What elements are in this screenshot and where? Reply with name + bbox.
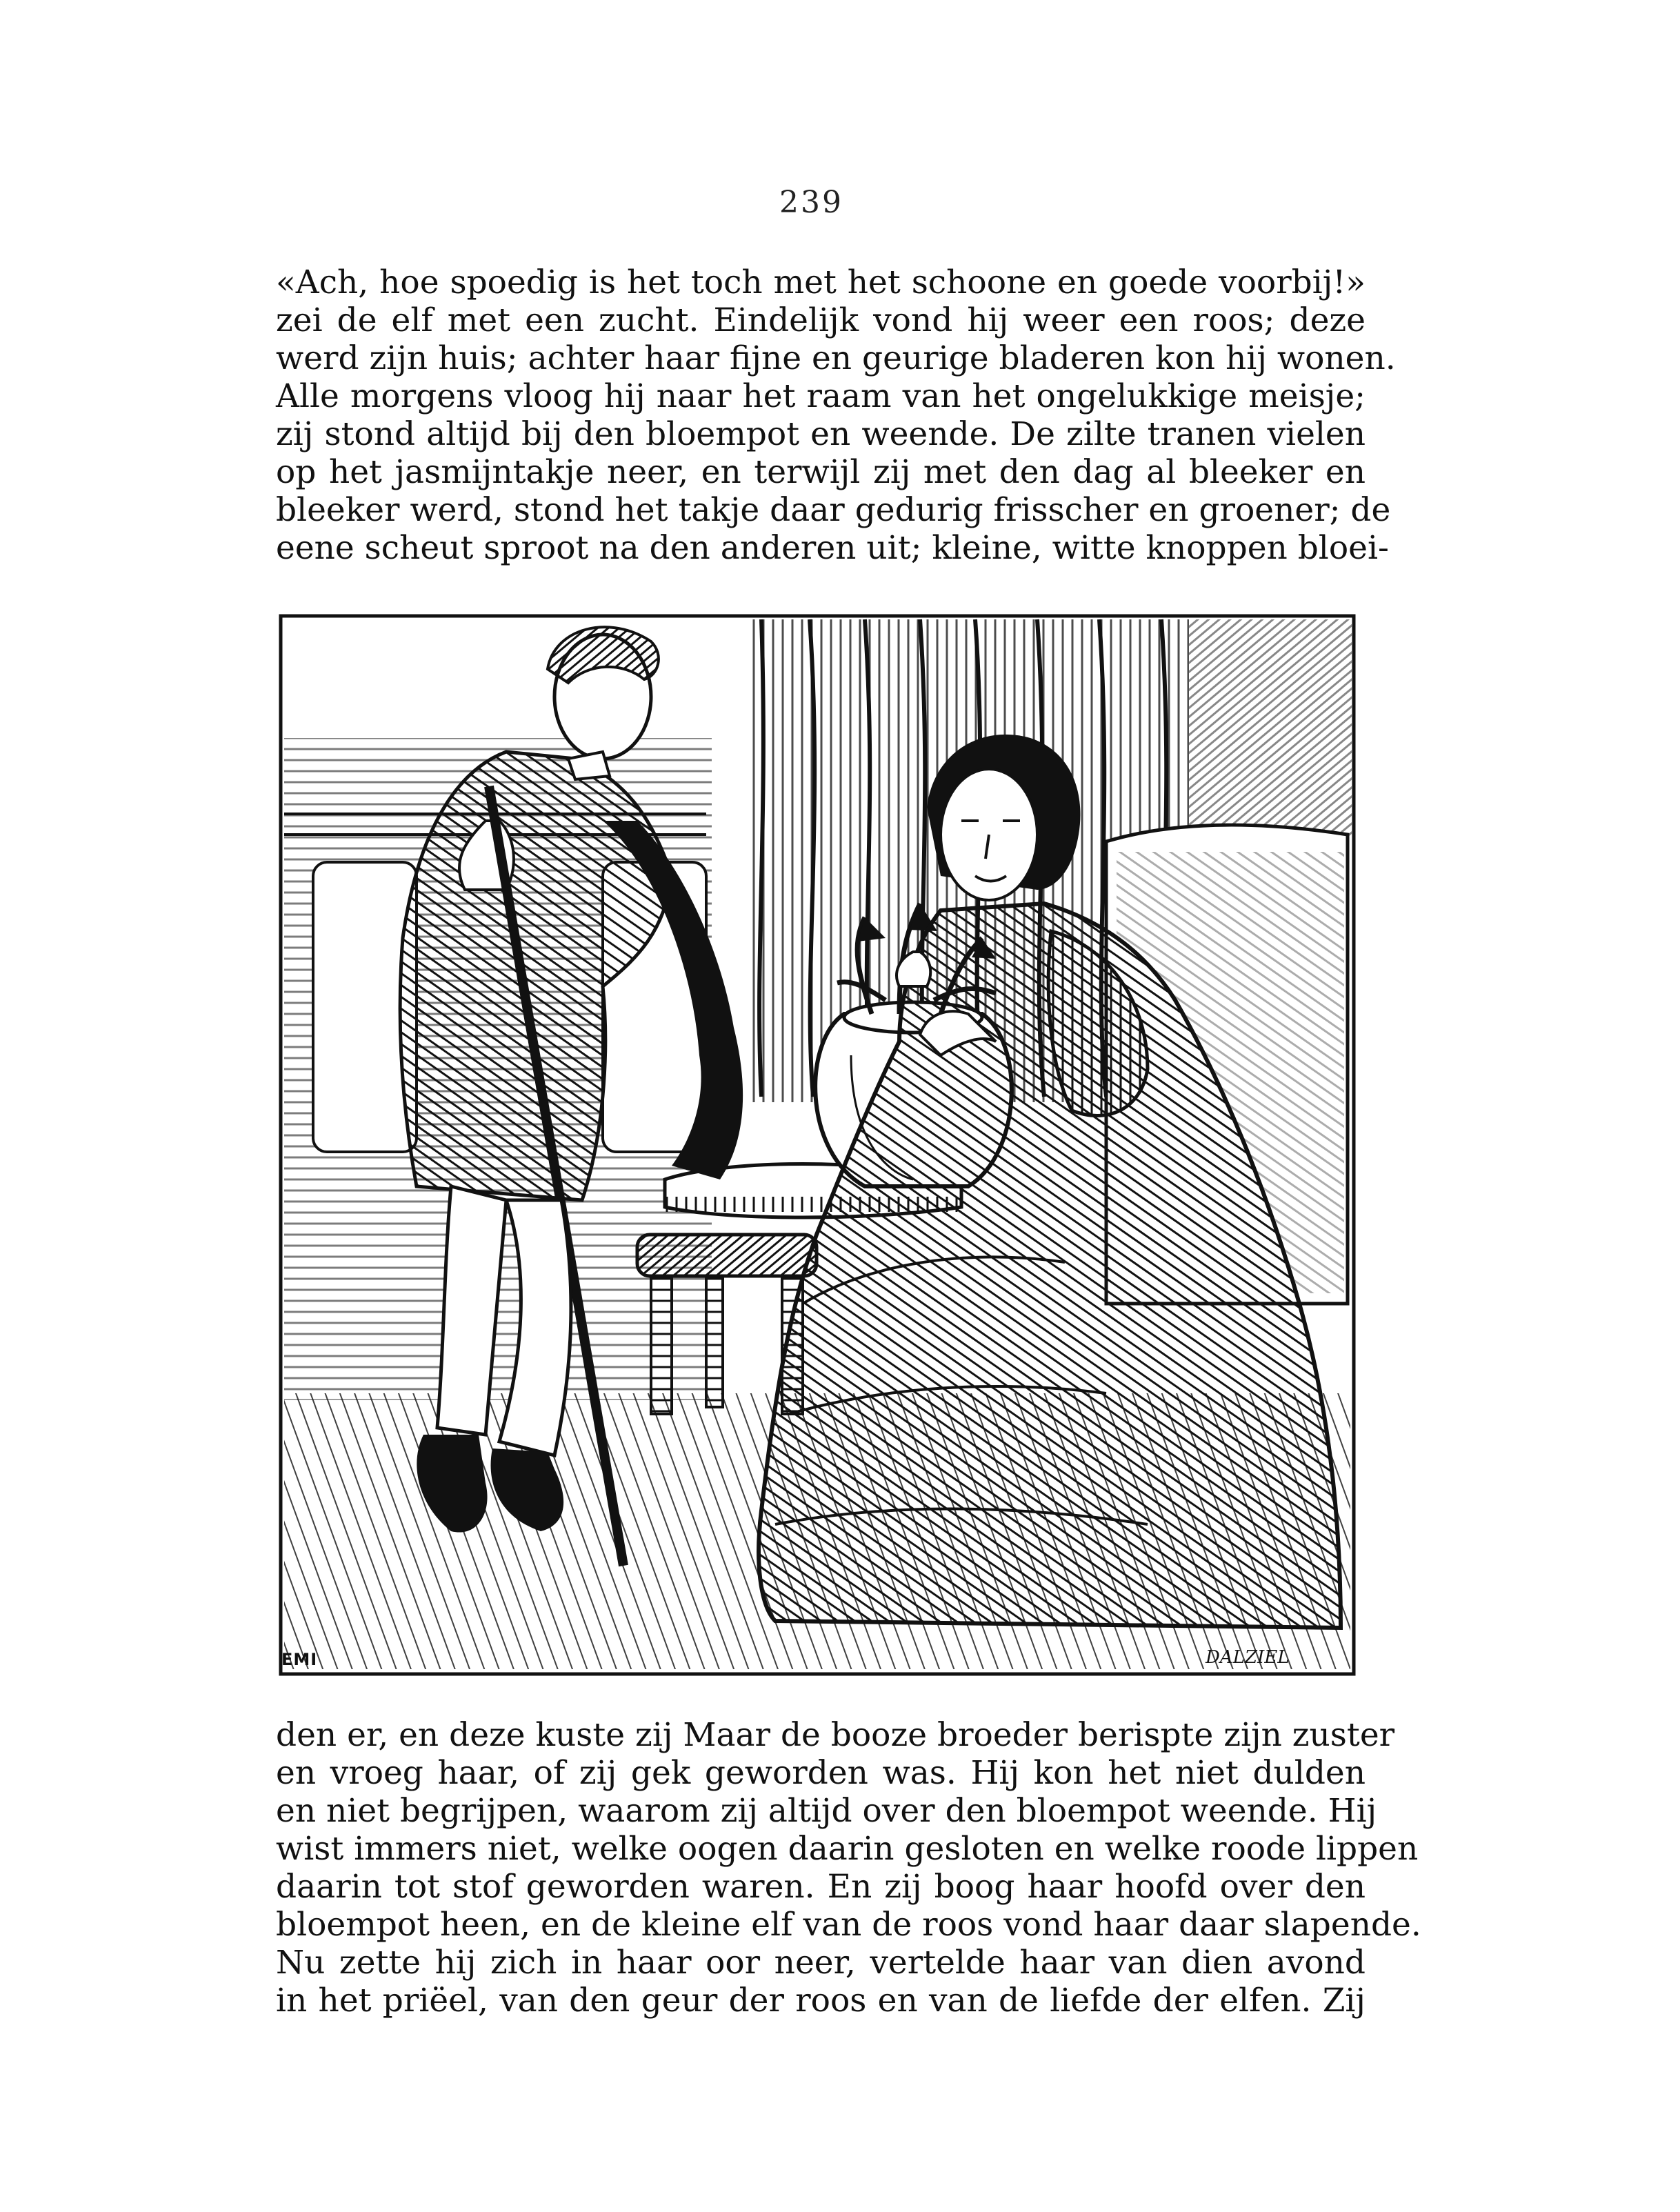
text-line: daarin tot stof geworden waren. En zij boog haar hoofd over den bbox=[276, 1868, 1366, 1906]
text-line: bleeker werd, stond het takje daar gedurig frisscher en groener; de bbox=[276, 491, 1391, 529]
text-line: zei de elf met een zucht. Eindelijk vond hij weer een roos; deze bbox=[276, 301, 1366, 339]
text-line: Nu zette hij zich in haar oor neer, vertelde haar van dien avond bbox=[276, 1944, 1366, 1982]
text-line: werd zijn huis; achter haar fijne en geurige bladeren kon hij wonen. bbox=[276, 339, 1396, 377]
paragraph-top bbox=[276, 263, 1396, 567]
text-line: Alle morgens vloog hij naar het raam van het ongelukkige meisje; bbox=[276, 377, 1366, 415]
text-line: en vroeg haar, of zij gek geworden was. Hij kon het niet dulden bbox=[276, 1754, 1366, 1792]
engraving-illustration bbox=[279, 614, 1356, 1676]
paragraph-bottom bbox=[276, 1716, 1421, 2020]
text-line: en niet begrijpen, waarom zij altijd over den bloempot weende. Hij bbox=[276, 1792, 1377, 1830]
text-line: zij stond altijd bij den bloempot en weende. De zilte tranen vielen bbox=[276, 415, 1366, 453]
text-line: «Ach, hoe spoedig is het toch met het schoone en goede voorbij!» bbox=[276, 263, 1366, 301]
text-line: eene scheut sproot na den anderen uit; kleine, witte knoppen bloei- bbox=[276, 529, 1389, 567]
text-line: op het jasmijntakje neer, en terwijl zij met den dag al bleeker en bbox=[276, 453, 1366, 491]
page-number: 239 bbox=[779, 185, 843, 220]
text-line: in het priëel, van den geur der roos en van de liefde der elfen. Zij bbox=[276, 1982, 1366, 2020]
text-line: bloempot heen, en de kleine elf van de roos vond haar daar slapende. bbox=[276, 1906, 1421, 1944]
text-line: wist immers niet, welke oogen daarin gesloten en welke roode lippen bbox=[276, 1830, 1419, 1868]
engraver-signature-dalziel: DALZIEL bbox=[1206, 1647, 1290, 1668]
text-line: den er, en deze kuste zij Maar de booze broeder berispte zijn zuster bbox=[276, 1716, 1395, 1754]
engraver-signature: EMI bbox=[281, 1650, 318, 1669]
